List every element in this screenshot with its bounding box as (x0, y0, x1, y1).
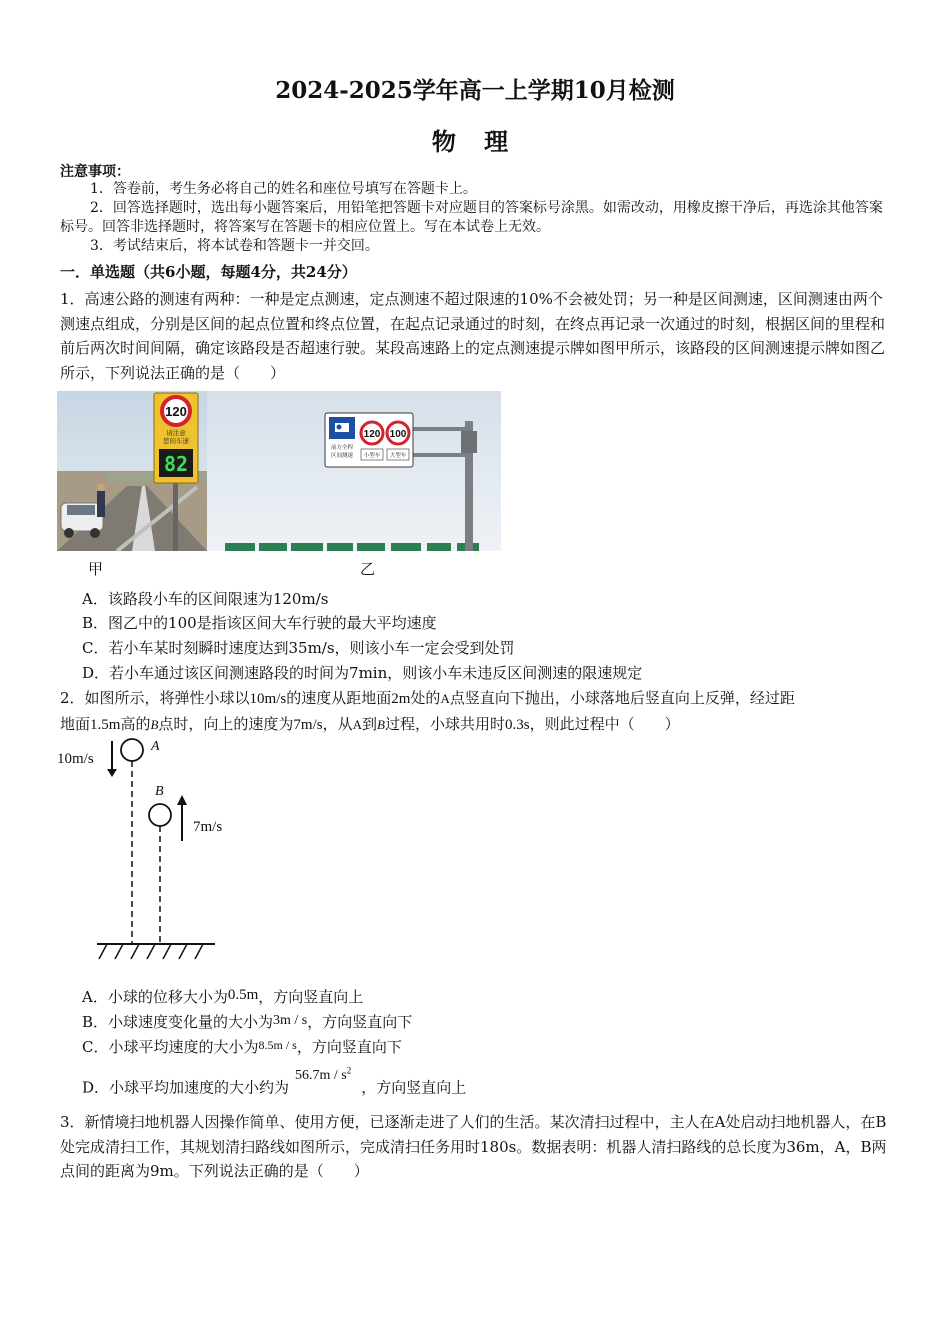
note-item: 2．回答选择题时，选出每小题答案后，用铅笔把答题卡对应题目的答案标号涂黑。如需改动，用橡皮擦干净后，再选涂其他答案标号。回答非选择题时，将答案写在答题卡的相应位置上。写在本试卷上无效。 (60, 200, 883, 235)
q2-text: 地面 (60, 714, 91, 733)
caption-yi: 乙 (360, 560, 376, 578)
question-1-stem: 1．高速公路的测速有两种：一种是定点测速，定点测速不超过限速的10%不会被处罚；另一种是区间测速，区间测速由两个测速点组成，分别是区间的起点位置和终点位置，在起点记录通过的时刻，在终点再记录一次通过的时刻，根据区间的里程和前后两次时间间隔，确定该路段是否超速行驶。某段高速路上的定点测速提示牌如图甲所示，该路段的区间测速提示牌如图乙所示，下列说法正确的是（ ） (60, 290, 886, 382)
option-text: B．小球速度变化量的大小为 (82, 1013, 274, 1031)
q2-text: 2．如图所示，将弹性小球以 (60, 689, 250, 707)
q2-text: 点时，向上的速度为 (158, 714, 294, 733)
q2-h1: 2m (391, 691, 411, 707)
exam-title: 2024-2025学年高一上学期10月检测 (275, 77, 675, 104)
figure-q2-ball (55, 733, 230, 965)
q2-text: 高的 (120, 714, 151, 733)
q2-text: ，则此过程中（ ） (529, 714, 680, 733)
q2-text: ，从 (322, 714, 353, 733)
q2-point-a-2: A (352, 716, 363, 732)
jia-sign-text2: 您的车速 (163, 437, 189, 445)
option-value-base: 56.7m / s (295, 1067, 347, 1083)
option-value (295, 1065, 352, 1083)
figure-jia (57, 391, 207, 551)
q2-text: 处的 (410, 689, 441, 707)
q2-point-b-2: B (377, 716, 385, 732)
option-value-sup: 2 (346, 1065, 352, 1075)
q1-option-c: C．若小车某时刻瞬时速度达到35m/s，则该小车一定会受到处罚 (82, 639, 515, 657)
yi-sign-text2: 区间测速 (330, 453, 354, 459)
option-text: D．小球平均加速度的大小约为 (82, 1078, 290, 1097)
q2-text: 点竖直向下抛出，小球落地后竖直向上反弹，经过距 (449, 689, 795, 707)
label-a: A (151, 739, 160, 754)
q2-v1: 7m/s (293, 716, 323, 733)
yi-sign-limit-a: 120 (363, 429, 381, 440)
section-heading: 一．单选题（共6小题，每题4分，共24分） (60, 263, 357, 281)
q2-time: 0.3s (505, 716, 530, 733)
question-3-stem: 3．新情境扫地机器人因操作简单、使用方便，已逐渐走进了人们的生活。某次清扫过程中，主人在A处启动扫地机器人，在B处完成清扫工作，其规划清扫路线如图所示，完成清扫任务用时180s。数据表明：机器人清扫路线的总长度为36m，A，B两点间的距离为9m。下列说法正确的是（ ） (60, 1113, 887, 1180)
option-text: ，方向竖直向上 (258, 988, 364, 1006)
option-value: 8.5m / s (258, 1038, 297, 1052)
note-item: 3．考试结束后，将本试卷和答题卡一并交回。 (90, 238, 379, 254)
question-2-stem (60, 686, 895, 737)
note-item: 1．答卷前，考生务必将自己的姓名和座位号填写在答题卡上。 (90, 181, 477, 197)
q2-text: 过程，小球共用时 (384, 714, 505, 733)
q2-point-b: B (150, 716, 159, 732)
q1-option-d: D．若小车通过该区间测速路段的时间为7min，则该小车未违反区间测速的限速规定 (82, 664, 643, 682)
yi-sign-text1: 前方全程 (330, 445, 354, 451)
yi-tag-b: 大型车 (389, 453, 407, 459)
option-text: C．小球平均速度的大小为 (82, 1038, 259, 1056)
q1-option-b: B．图乙中的100是指该区间大车行驶的最大平均速度 (82, 614, 437, 632)
label-v-down: 10m/s (57, 751, 94, 767)
yi-tag-a: 小型车 (363, 453, 381, 459)
jia-speed-display: 82 (163, 452, 189, 476)
option-text: ，方向竖直向下 (296, 1038, 402, 1056)
exam-subject: 物 理 (431, 127, 519, 156)
q2-h2: 1.5m (90, 716, 121, 733)
q2-option-c (82, 1036, 882, 1059)
jia-sign-limit: 120 (165, 404, 187, 419)
q2-text: 到 (362, 714, 378, 733)
q2-v0: 10m/s (249, 691, 287, 707)
option-text: A．小球的位移大小为 (82, 988, 228, 1006)
notes-heading: 注意事项： (60, 164, 130, 180)
q2-line-1 (60, 686, 895, 712)
option-value: 3m / s (273, 1013, 308, 1028)
caption-jia: 甲 (88, 560, 104, 578)
q2-option-a (82, 986, 882, 1009)
q2-option-d (82, 1065, 882, 1101)
option-value: 0.5m (227, 987, 259, 1003)
jia-sign-text1: 请注意 (166, 429, 186, 437)
label-v-up: 7m/s (193, 819, 223, 835)
q2-option-b (82, 1011, 882, 1035)
yi-sign-limit-b: 100 (389, 429, 407, 440)
label-b: B (155, 784, 164, 799)
option-text: ，方向竖直向下 (307, 1013, 413, 1031)
q2-text: 的速度从距地面 (286, 689, 392, 707)
q2-point-a: A (440, 691, 450, 706)
q1-option-a: A．该路段小车的区间限速为120m/s (82, 590, 329, 608)
option-text: ，方向竖直向上 (361, 1078, 467, 1097)
figure-yi (207, 391, 501, 551)
notes-list (60, 180, 895, 256)
